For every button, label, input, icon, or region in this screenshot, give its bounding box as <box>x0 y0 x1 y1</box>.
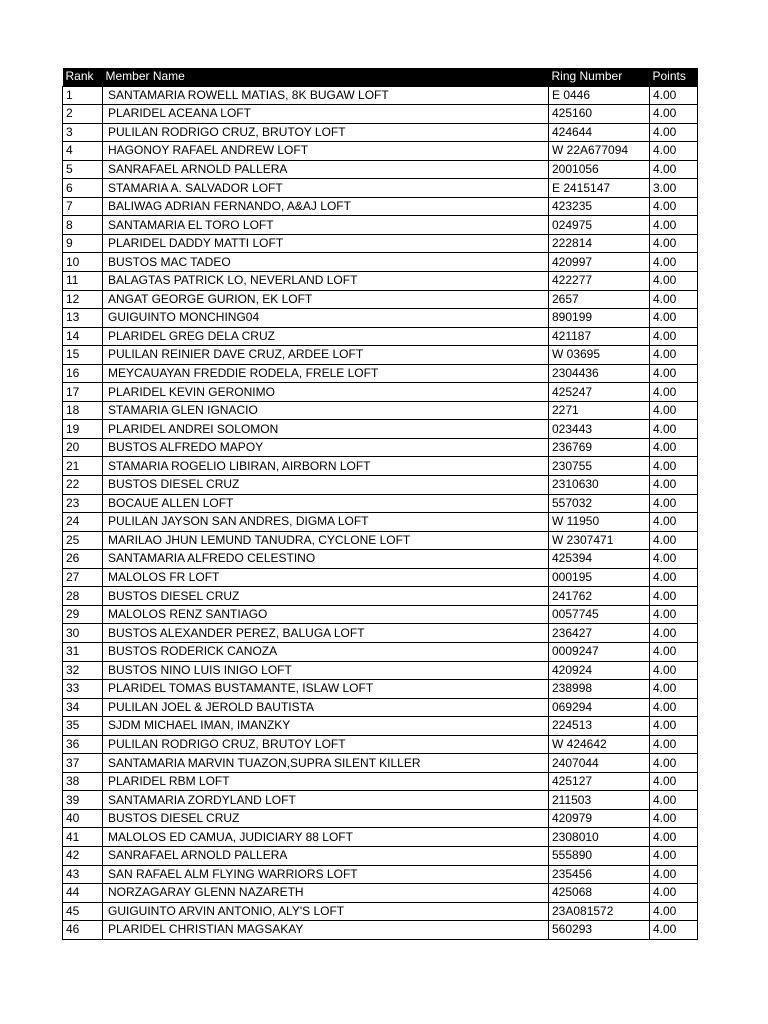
member-name-cell: PLARIDEL ANDREI SOLOMON <box>103 420 549 439</box>
rank-cell: 46 <box>63 921 103 940</box>
table-row <box>63 865 698 884</box>
ring-number-cell: 241762 <box>549 587 650 606</box>
points-cell: 4.00 <box>650 809 698 828</box>
table-row <box>63 346 698 365</box>
rank-cell: 22 <box>63 476 103 495</box>
member-name-cell: BUSTOS DIESEL CRUZ <box>103 809 549 828</box>
member-name-cell: SANTAMARIA MARVIN TUAZON,SUPRA SILENT KILLER <box>103 754 549 773</box>
table-row <box>63 179 698 198</box>
points-cell: 4.00 <box>650 476 698 495</box>
ranking-table <box>62 68 698 940</box>
member-name-cell: PLARIDEL GREG DELA CRUZ <box>103 327 549 346</box>
member-name-cell: SANTAMARIA EL TORO LOFT <box>103 216 549 235</box>
table-row <box>63 420 698 439</box>
member-name-cell: MALOLOS FR LOFT <box>103 568 549 587</box>
rank-cell: 42 <box>63 846 103 865</box>
member-name-cell: BUSTOS ALFREDO MAPOY <box>103 438 549 457</box>
rank-cell: 9 <box>63 234 103 253</box>
points-cell: 4.00 <box>650 680 698 699</box>
table-row <box>63 772 698 791</box>
header-ring-number: Ring Number <box>549 68 650 86</box>
table-row <box>63 234 698 253</box>
ring-number-cell: 421187 <box>549 327 650 346</box>
member-name-cell: PLARIDEL KEVIN GERONIMO <box>103 383 549 402</box>
ring-number-cell: 236427 <box>549 624 650 643</box>
table-row <box>63 327 698 346</box>
ring-number-cell: 2304436 <box>549 364 650 383</box>
member-name-cell: PLARIDEL ACEANA LOFT <box>103 105 549 124</box>
member-name-cell: BUSTOS ALEXANDER PEREZ, BALUGA LOFT <box>103 624 549 643</box>
member-name-cell: PULILAN REINIER DAVE CRUZ, ARDEE LOFT <box>103 346 549 365</box>
points-cell: 4.00 <box>650 513 698 532</box>
member-name-cell: SAN RAFAEL ALM FLYING WARRIORS LOFT <box>103 865 549 884</box>
member-name-cell: GUIGUINTO ARVIN ANTONIO, ALY'S LOFT <box>103 902 549 921</box>
table-row <box>63 309 698 328</box>
ring-number-cell: 023443 <box>549 420 650 439</box>
rank-cell: 11 <box>63 272 103 291</box>
rank-cell: 30 <box>63 624 103 643</box>
rank-cell: 44 <box>63 884 103 903</box>
ring-number-cell: 2657 <box>549 290 650 309</box>
member-name-cell: HAGONOY RAFAEL ANDREW LOFT <box>103 142 549 161</box>
table-row <box>63 550 698 569</box>
member-name-cell: BUSTOS MAC TADEO <box>103 253 549 272</box>
rank-cell: 35 <box>63 717 103 736</box>
table-row <box>63 494 698 513</box>
ring-number-cell: 425127 <box>549 772 650 791</box>
member-name-cell: BOCAUE ALLEN LOFT <box>103 494 549 513</box>
rank-cell: 25 <box>63 531 103 550</box>
ring-number-cell: 420924 <box>549 661 650 680</box>
member-name-cell: STAMARIA ROGELIO LIBIRAN, AIRBORN LOFT <box>103 457 549 476</box>
header-rank: Rank <box>63 68 103 86</box>
points-cell: 4.00 <box>650 791 698 810</box>
table-row <box>63 86 698 105</box>
member-name-cell: BUSTOS RODERICK CANOZA <box>103 642 549 661</box>
member-name-cell: PULILAN JOEL & JEROLD BAUTISTA <box>103 698 549 717</box>
member-name-cell: BALIWAG ADRIAN FERNANDO, A&AJ LOFT <box>103 197 549 216</box>
rank-cell: 37 <box>63 754 103 773</box>
points-cell: 4.00 <box>650 290 698 309</box>
member-name-cell: SANTAMARIA ZORDYLAND LOFT <box>103 791 549 810</box>
rank-cell: 13 <box>63 309 103 328</box>
ring-number-cell: 069294 <box>549 698 650 717</box>
table-row <box>63 587 698 606</box>
rank-cell: 6 <box>63 179 103 198</box>
points-cell: 4.00 <box>650 346 698 365</box>
member-name-cell: MARILAO JHUN LEMUND TANUDRA, CYCLONE LOFT <box>103 531 549 550</box>
table-row <box>63 809 698 828</box>
table-row <box>63 383 698 402</box>
rank-cell: 32 <box>63 661 103 680</box>
member-name-cell: STAMARIA GLEN IGNACIO <box>103 401 549 420</box>
ring-number-cell: 000195 <box>549 568 650 587</box>
points-cell: 4.00 <box>650 735 698 754</box>
points-cell: 4.00 <box>650 327 698 346</box>
rank-cell: 19 <box>63 420 103 439</box>
rank-cell: 3 <box>63 123 103 142</box>
rank-cell: 17 <box>63 383 103 402</box>
points-cell: 4.00 <box>650 624 698 643</box>
table-row <box>63 902 698 921</box>
ring-number-cell: 2308010 <box>549 828 650 847</box>
ring-number-cell: 222814 <box>549 234 650 253</box>
member-name-cell: BUSTOS DIESEL CRUZ <box>103 587 549 606</box>
table-row <box>63 142 698 161</box>
table-row <box>63 531 698 550</box>
ring-number-cell: 422277 <box>549 272 650 291</box>
points-cell: 4.00 <box>650 828 698 847</box>
table-row <box>63 197 698 216</box>
points-cell: 4.00 <box>650 216 698 235</box>
rank-cell: 7 <box>63 197 103 216</box>
table-row <box>63 661 698 680</box>
points-cell: 4.00 <box>650 902 698 921</box>
points-cell: 4.00 <box>650 754 698 773</box>
table-row <box>63 513 698 532</box>
ring-number-cell: W 2307471 <box>549 531 650 550</box>
rank-cell: 31 <box>63 642 103 661</box>
table-row <box>63 105 698 124</box>
rank-cell: 21 <box>63 457 103 476</box>
table-row <box>63 364 698 383</box>
points-cell: 4.00 <box>650 884 698 903</box>
ring-number-cell: W 22A677094 <box>549 142 650 161</box>
rank-cell: 4 <box>63 142 103 161</box>
table-row <box>63 754 698 773</box>
rank-cell: 8 <box>63 216 103 235</box>
ring-number-cell: 2407044 <box>549 754 650 773</box>
ring-number-cell: 420979 <box>549 809 650 828</box>
ring-number-cell: 425394 <box>549 550 650 569</box>
points-cell: 4.00 <box>650 234 698 253</box>
member-name-cell: PULILAN RODRIGO CRUZ, BRUTOY LOFT <box>103 735 549 754</box>
table-row <box>63 438 698 457</box>
rank-cell: 39 <box>63 791 103 810</box>
member-name-cell: GUIGUINTO MONCHING04 <box>103 309 549 328</box>
member-name-cell: SANRAFAEL ARNOLD PALLERA <box>103 846 549 865</box>
rank-cell: 14 <box>63 327 103 346</box>
table-row <box>63 123 698 142</box>
rank-cell: 20 <box>63 438 103 457</box>
points-cell: 4.00 <box>650 865 698 884</box>
ring-number-cell: 425247 <box>549 383 650 402</box>
rank-cell: 41 <box>63 828 103 847</box>
table-row <box>63 884 698 903</box>
header-row <box>63 68 698 86</box>
rank-cell: 10 <box>63 253 103 272</box>
member-name-cell: ANGAT GEORGE GURION, EK LOFT <box>103 290 549 309</box>
member-name-cell: BALAGTAS PATRICK LO, NEVERLAND LOFT <box>103 272 549 291</box>
rank-cell: 15 <box>63 346 103 365</box>
table-body <box>63 86 698 939</box>
rank-cell: 36 <box>63 735 103 754</box>
member-name-cell: PULILAN JAYSON SAN ANDRES, DIGMA LOFT <box>103 513 549 532</box>
table-row <box>63 160 698 179</box>
points-cell: 4.00 <box>650 197 698 216</box>
ring-number-cell: 557032 <box>549 494 650 513</box>
member-name-cell: PLARIDEL RBM LOFT <box>103 772 549 791</box>
ring-number-cell: 230755 <box>549 457 650 476</box>
ring-number-cell: 0009247 <box>549 642 650 661</box>
ring-number-cell: 425068 <box>549 884 650 903</box>
points-cell: 4.00 <box>650 383 698 402</box>
member-name-cell: PLARIDEL TOMAS BUSTAMANTE, ISLAW LOFT <box>103 680 549 699</box>
rank-cell: 23 <box>63 494 103 513</box>
points-cell: 4.00 <box>650 160 698 179</box>
ring-number-cell: W 03695 <box>549 346 650 365</box>
table-row <box>63 624 698 643</box>
points-cell: 3.00 <box>650 179 698 198</box>
member-name-cell: BUSTOS DIESEL CRUZ <box>103 476 549 495</box>
header-points: Points <box>650 68 698 86</box>
ring-number-cell: 23A081572 <box>549 902 650 921</box>
table-row <box>63 680 698 699</box>
member-name-cell: PLARIDEL DADDY MATTI LOFT <box>103 234 549 253</box>
ring-number-cell: W 11950 <box>549 513 650 532</box>
member-name-cell: SANTAMARIA ALFREDO CELESTINO <box>103 550 549 569</box>
points-cell: 4.00 <box>650 401 698 420</box>
table-row <box>63 921 698 940</box>
member-name-cell: STAMARIA A. SALVADOR LOFT <box>103 179 549 198</box>
table-row <box>63 698 698 717</box>
rank-cell: 12 <box>63 290 103 309</box>
table-row <box>63 605 698 624</box>
rank-cell: 45 <box>63 902 103 921</box>
table-row <box>63 568 698 587</box>
rank-cell: 38 <box>63 772 103 791</box>
member-name-cell: PULILAN RODRIGO CRUZ, BRUTOY LOFT <box>103 123 549 142</box>
table-row <box>63 401 698 420</box>
ring-number-cell: E 2415147 <box>549 179 650 198</box>
table-row <box>63 642 698 661</box>
points-cell: 4.00 <box>650 86 698 105</box>
ring-number-cell: 211503 <box>549 791 650 810</box>
points-cell: 4.00 <box>650 272 698 291</box>
points-cell: 4.00 <box>650 438 698 457</box>
rank-cell: 24 <box>63 513 103 532</box>
ring-number-cell: E 0446 <box>549 86 650 105</box>
table-row <box>63 216 698 235</box>
points-cell: 4.00 <box>650 105 698 124</box>
rank-cell: 27 <box>63 568 103 587</box>
ring-number-cell: 424644 <box>549 123 650 142</box>
rank-cell: 43 <box>63 865 103 884</box>
table-row <box>63 272 698 291</box>
points-cell: 4.00 <box>650 420 698 439</box>
rank-cell: 16 <box>63 364 103 383</box>
points-cell: 4.00 <box>650 364 698 383</box>
rank-cell: 18 <box>63 401 103 420</box>
table-header <box>63 68 698 86</box>
rank-cell: 1 <box>63 86 103 105</box>
points-cell: 4.00 <box>650 642 698 661</box>
ring-number-cell: 2310630 <box>549 476 650 495</box>
points-cell: 4.00 <box>650 123 698 142</box>
points-cell: 4.00 <box>650 605 698 624</box>
table-row <box>63 290 698 309</box>
points-cell: 4.00 <box>650 531 698 550</box>
rank-cell: 2 <box>63 105 103 124</box>
table-row <box>63 457 698 476</box>
points-cell: 4.00 <box>650 142 698 161</box>
table-row <box>63 253 698 272</box>
member-name-cell: SJDM MICHAEL IMAN, IMANZKY <box>103 717 549 736</box>
ring-number-cell: 420997 <box>549 253 650 272</box>
rank-cell: 28 <box>63 587 103 606</box>
table-row <box>63 828 698 847</box>
points-cell: 4.00 <box>650 494 698 513</box>
ring-number-cell: 425160 <box>549 105 650 124</box>
ring-number-cell: 0057745 <box>549 605 650 624</box>
ring-number-cell: 024975 <box>549 216 650 235</box>
ring-number-cell: 235456 <box>549 865 650 884</box>
ring-number-cell: 423235 <box>549 197 650 216</box>
rank-cell: 26 <box>63 550 103 569</box>
ring-number-cell: 238998 <box>549 680 650 699</box>
points-cell: 4.00 <box>650 772 698 791</box>
points-cell: 4.00 <box>650 309 698 328</box>
points-cell: 4.00 <box>650 846 698 865</box>
points-cell: 4.00 <box>650 661 698 680</box>
points-cell: 4.00 <box>650 457 698 476</box>
ring-number-cell: 2001056 <box>549 160 650 179</box>
points-cell: 4.00 <box>650 587 698 606</box>
member-name-cell: MEYCAUAYAN FREDDIE RODELA, FRELE LOFT <box>103 364 549 383</box>
member-name-cell: MALOLOS RENZ SANTIAGO <box>103 605 549 624</box>
rank-cell: 40 <box>63 809 103 828</box>
table-row <box>63 735 698 754</box>
member-name-cell: MALOLOS ED CAMUA, JUDICIARY 88 LOFT <box>103 828 549 847</box>
table-row <box>63 476 698 495</box>
rank-cell: 29 <box>63 605 103 624</box>
table-row <box>63 791 698 810</box>
rank-cell: 5 <box>63 160 103 179</box>
member-name-cell: NORZAGARAY GLENN NAZARETH <box>103 884 549 903</box>
points-cell: 4.00 <box>650 568 698 587</box>
points-cell: 4.00 <box>650 550 698 569</box>
header-member-name: Member Name <box>103 68 549 86</box>
points-cell: 4.00 <box>650 717 698 736</box>
points-cell: 4.00 <box>650 921 698 940</box>
ring-number-cell: 890199 <box>549 309 650 328</box>
points-cell: 4.00 <box>650 253 698 272</box>
member-name-cell: BUSTOS NINO LUIS INIGO LOFT <box>103 661 549 680</box>
points-cell: 4.00 <box>650 698 698 717</box>
member-name-cell: SANTAMARIA ROWELL MATIAS, 8K BUGAW LOFT <box>103 86 549 105</box>
ring-number-cell: 236769 <box>549 438 650 457</box>
member-name-cell: PLARIDEL CHRISTIAN MAGSAKAY <box>103 921 549 940</box>
member-name-cell: SANRAFAEL ARNOLD PALLERA <box>103 160 549 179</box>
rank-cell: 34 <box>63 698 103 717</box>
ring-number-cell: 224513 <box>549 717 650 736</box>
ring-number-cell: 560293 <box>549 921 650 940</box>
ring-number-cell: W 424642 <box>549 735 650 754</box>
rank-cell: 33 <box>63 680 103 699</box>
table-row <box>63 717 698 736</box>
ring-number-cell: 555890 <box>549 846 650 865</box>
table-row <box>63 846 698 865</box>
ring-number-cell: 2271 <box>549 401 650 420</box>
